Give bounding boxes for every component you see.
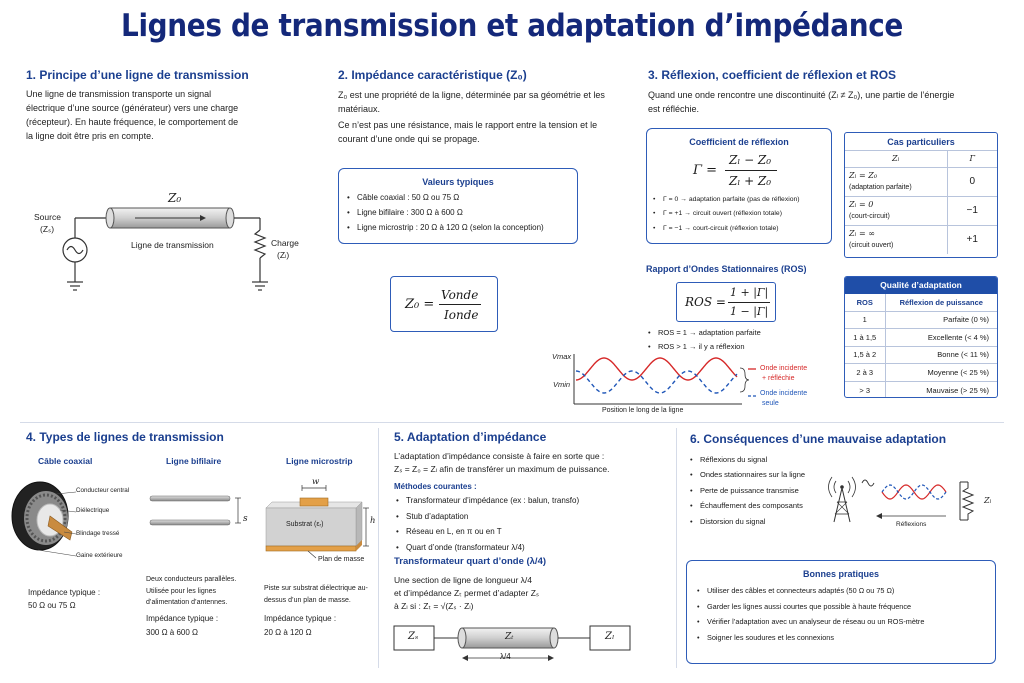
matching-quality-table	[844, 276, 998, 398]
divider	[378, 428, 379, 668]
legend-incident-only: Onde incidente	[760, 390, 808, 397]
fraction-bar	[439, 304, 481, 305]
table-row	[845, 311, 997, 329]
zs-box-label: Zₛ	[408, 631, 419, 642]
source-impedance-label: (Zₛ)	[40, 224, 55, 234]
matching-quality-grid	[845, 294, 997, 398]
list-item: • ROS = 1 → adaptation parfaite	[648, 326, 761, 340]
line-label: Ligne de transmission	[131, 240, 214, 250]
list-item: • Transformateur d’impédance (ex : balun, transfo)	[396, 493, 579, 509]
legend-incident-only-2: seule	[762, 400, 779, 407]
table-cell: Parfaite (0 %)	[943, 315, 989, 325]
ros-title: Rapport d’Ondes Stationnaires (ROS)	[646, 264, 807, 274]
quarter-wave-formula: à Zₗ si : Zₜ = √(Zₛ · Zₗ)	[394, 601, 474, 611]
list-item: • Garder les lignes aussi courtes que possible à haute fréquence	[697, 599, 995, 615]
microstrip-description: Piste sur substrat diélectrique au-dessus d’un plan de masse.	[264, 585, 368, 604]
table-cell: (court-circuit)	[849, 212, 890, 220]
vmin-label: Vmin	[553, 380, 571, 389]
reflections-label: Réflexions	[896, 521, 927, 528]
best-practices-title: Bonnes pratiques	[802, 569, 879, 579]
z0-formula-den: Ionde	[444, 308, 479, 322]
table-cell: Zₗ = Z₀	[849, 170, 878, 180]
height-label: h	[370, 516, 376, 526]
z0-formula-num: Vonde	[441, 288, 479, 302]
bifilar-impedance-value: 300 Ω à 600 Ω	[146, 628, 198, 637]
table-header: Γ	[969, 154, 976, 164]
microstrip-drawing	[262, 474, 372, 564]
bifilar-line-drawing	[146, 488, 256, 528]
table-row	[845, 364, 997, 382]
table-cell: 2 à 3	[845, 364, 885, 382]
lambda-label: λ/4	[500, 652, 511, 661]
list-item: • Réflexions du signal	[690, 452, 805, 467]
list-item: • Vérifier l’adaptation avec un analyseur de réseau ou un ROS-mètre	[697, 614, 995, 630]
table-cell: 1,5 à 2	[845, 346, 885, 364]
table-cell: (circuit ouvert)	[849, 241, 894, 249]
coax-label-center: Conducteur central	[76, 487, 130, 494]
page-title: Lignes de transmission et adaptation d’impédance	[121, 8, 903, 44]
zt-label: Zₜ	[505, 632, 514, 642]
width-label: w	[312, 477, 320, 487]
list-item: • Échauffement des composants	[690, 498, 805, 513]
table-cell: Zₗ = 0	[849, 199, 874, 209]
section-4-title: 4. Types de lignes de transmission	[26, 430, 224, 444]
coax-label-shield: Blindage tressé	[76, 530, 120, 537]
legend-incident-reflected: Onde incidente	[760, 365, 808, 372]
gamma-den: Zₗ + Z₀	[729, 174, 772, 188]
table-header: Réflexion de puissance	[899, 297, 983, 307]
reflection-cases-list	[653, 193, 800, 236]
bifilar-impedance-label: Impédance typique :	[146, 614, 219, 623]
table-cell: 1 à 1,5	[845, 329, 885, 347]
methods-list	[396, 493, 579, 555]
list-item: • Perte de puissance transmise	[690, 483, 805, 498]
standing-wave-curve	[576, 358, 737, 380]
matching-definition: L’adaptation d’impédance consiste à faire en sorte que :	[394, 451, 605, 461]
list-item: • Utiliser des câbles et connecteurs adaptés (50 Ω ou 75 Ω)	[697, 583, 995, 599]
special-cases-title: Cas particuliers	[845, 133, 997, 151]
ros-den: 1 − |Γ|	[730, 305, 769, 318]
typical-values-list	[347, 190, 577, 236]
table-row	[845, 329, 997, 347]
microstrip-impedance-value: 20 Ω à 120 Ω	[264, 628, 312, 637]
matching-quality-title: Qualité d’adaptation	[845, 277, 997, 294]
list-item: • Ligne microstrip : 20 Ω à 120 Ω (selon la conception)	[347, 220, 577, 235]
table-cell: −1	[966, 205, 978, 216]
list-item: • Stub d’adaptation	[396, 509, 579, 525]
quarter-wave-title: Transformateur quart d’onde (λ/4)	[394, 556, 547, 567]
list-item: • Quart d’onde (transformateur λ/4)	[396, 540, 579, 556]
z0-formula-box	[390, 276, 498, 332]
section-2-p2: Ce n’est pas une résistance, mais le rapport entre la tension et le courant d’une onde qui se propage.	[338, 120, 598, 144]
vmax-label: Vmax	[552, 352, 572, 361]
bifilar-description: Deux conducteurs parallèles. Utilisée pour les lignes d’alimentation d’antennes.	[146, 576, 237, 607]
quarter-wave-text-1: Une section de ligne de longueur λ/4	[394, 575, 532, 585]
best-practices-list	[697, 583, 995, 646]
list-item: • Ligne bifilaire : 300 Ω à 600 Ω	[347, 205, 577, 220]
coax-label-dielectric: Diélectrique	[76, 507, 110, 514]
antenna-icon	[829, 477, 856, 522]
table-cell: +1	[966, 234, 978, 246]
section-5-title: 5. Adaptation d’impédance	[394, 430, 547, 444]
load-label: Charge	[271, 238, 299, 248]
list-item: • Γ = −1 → court-circuit (réflexion totale)	[653, 222, 800, 236]
ground-plane-label: Plan de masse	[318, 556, 365, 563]
table-row	[845, 167, 997, 196]
table-row	[845, 196, 997, 225]
table-cell: > 3	[845, 381, 885, 398]
table-cell: Moyenne (< 25 %)	[927, 367, 989, 377]
section-3-intro: Quand une onde rencontre une discontinuité (Zₗ ≠ Z₀), une partie de l’énergie est réfléchie.	[648, 90, 955, 114]
list-item: • Soigner les soudures et les connexions	[697, 630, 995, 646]
source-label: Source	[34, 212, 61, 222]
bifilar-title: Ligne bifilaire	[166, 456, 222, 466]
matching-condition: Zₛ = Z₀ = Zₗ afin de transférer un maximum de puissance.	[394, 464, 610, 474]
gamma-lhs: Γ =	[693, 163, 718, 178]
quarter-wave-text-2: et d’impédance Zₜ permet d’adapter Zₛ	[394, 588, 540, 598]
table-cell: 0	[969, 176, 976, 187]
ros-list	[648, 326, 761, 355]
section-2-p1: Z₀ est une propriété de la ligne, déterminée par sa géométrie et les matériaux.	[338, 90, 605, 114]
load-impedance-label: (Zₗ)	[277, 250, 290, 260]
legend-incident-reflected-2: + réfléchie	[762, 375, 795, 382]
fraction-bar	[725, 170, 777, 171]
ros-num: 1 + |Γ|	[730, 286, 769, 299]
table-header: Zₗ	[845, 151, 947, 167]
z0-label: Z₀	[168, 191, 182, 205]
coax-impedance-value: 50 Ω ou 75 Ω	[28, 601, 76, 610]
list-item: • Distorsion du signal	[690, 514, 805, 529]
table-row	[845, 346, 997, 364]
coax-title: Câble coaxial	[38, 456, 93, 466]
divider	[676, 428, 677, 668]
special-cases-grid	[845, 151, 997, 254]
best-practices-box	[686, 560, 996, 664]
list-item: • Ondes stationnaires sur la ligne	[690, 467, 805, 482]
consequences-list	[690, 452, 805, 529]
table-cell: (adaptation parfaite)	[849, 183, 912, 191]
table-cell: Bonne (< 11 %)	[937, 350, 989, 360]
ros-lhs: ROS =	[685, 295, 726, 309]
coax-label-jacket: Gaine extérieure	[76, 552, 123, 559]
list-item: • Réseau en L, en π ou en T	[396, 524, 579, 540]
list-item: • ROS > 1 → il y a réflexion	[648, 340, 761, 354]
section-6-title: 6. Conséquences d’une mauvaise adaptation	[690, 432, 947, 446]
divider	[20, 422, 1004, 423]
special-cases-table	[844, 132, 998, 258]
section-1-title: 1. Principe d’une ligne de transmission	[26, 68, 249, 82]
microstrip-title: Ligne microstrip	[286, 456, 353, 466]
table-cell: Excellente (< 4 %)	[927, 332, 989, 342]
table-cell: Zₗ = ∞	[849, 228, 875, 238]
load-zl-label: Zₗ	[984, 496, 992, 505]
table-row	[845, 225, 997, 254]
typical-values-box	[338, 168, 578, 244]
z0-formula-lhs: Z₀ =	[405, 297, 435, 312]
coax-impedance-label: Impédance typique :	[28, 588, 101, 597]
x-axis-label: Position le long de la ligne	[602, 407, 684, 414]
table-cell: Mauvaise (> 25 %)	[926, 385, 989, 395]
gamma-num: Zₗ − Z₀	[729, 153, 772, 167]
reflection-coefficient-box	[646, 128, 832, 244]
section-1-text: Une ligne de transmission transporte un signal électrique d’une source (générateur) vers une charge (récepteur). En haute fréquence, le comportement de la ligne doit être pris en compte.	[26, 89, 239, 141]
fraction-bar	[728, 302, 770, 303]
ros-formula-box	[676, 282, 776, 322]
reflection-coefficient-title: Coefficient de réflexion	[689, 137, 789, 147]
methods-title: Méthodes courantes :	[394, 482, 477, 491]
substrate-label: Substrat (εᵣ)	[286, 521, 324, 528]
incident-wave-curve	[576, 371, 737, 393]
table-cell: 1	[845, 311, 885, 329]
microstrip-impedance-label: Impédance typique :	[264, 614, 337, 623]
spacing-label: s	[243, 514, 248, 524]
list-item: • Γ = 0 → adaptation parfaite (pas de réflexion)	[653, 193, 800, 207]
reflected-wave-curve	[882, 485, 946, 499]
list-item: • Câble coaxial : 50 Ω ou 75 Ω	[347, 190, 577, 205]
zl-box-label: Zₗ	[605, 631, 615, 642]
quarter-wave-diagram	[392, 618, 654, 668]
section-2-title: 2. Impédance caractéristique (Z₀)	[338, 68, 527, 82]
table-row	[845, 381, 997, 398]
table-header: ROS	[845, 294, 885, 311]
section-3-title: 3. Réflexion, coefficient de réflexion et ROS	[648, 68, 897, 82]
list-item: • Γ = +1 → circuit ouvert (réflexion totale)	[653, 207, 800, 221]
typical-values-title: Valeurs typiques	[422, 177, 494, 187]
